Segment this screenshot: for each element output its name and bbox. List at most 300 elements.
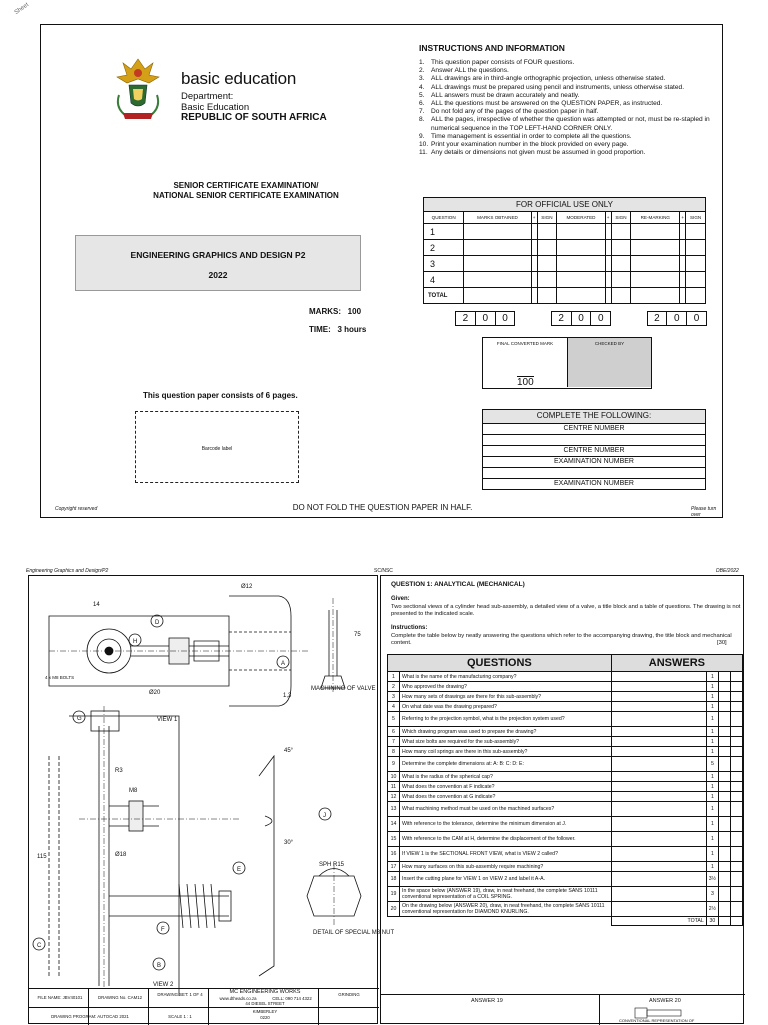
official-row [424, 272, 706, 288]
question-title: QUESTION 1: ANALYTICAL (MECHANICAL) [391, 581, 525, 588]
question-row [388, 747, 743, 757]
label-e: E [237, 867, 242, 873]
mark-cell[interactable] [719, 772, 731, 782]
answer-cell[interactable] [611, 772, 706, 782]
official-question-number: 1 [424, 224, 464, 240]
question-text: How many coil springs are there in this sub-assembly? [400, 747, 612, 757]
question-text: With reference to the tolerance, determine the minimum dimension at J. [400, 817, 612, 832]
official-cell[interactable] [631, 272, 680, 288]
machining-label: MACHINING OF VALVE [311, 686, 376, 692]
question-text: What is the radius of the spherical cap? [400, 772, 612, 782]
question-number: 4 [388, 702, 400, 712]
answer-cell[interactable] [611, 792, 706, 802]
mark-cell[interactable] [719, 727, 731, 737]
instruction-text: Any details or dimensions not given must be assumed in good proportion. [431, 149, 646, 157]
label-f: F [161, 927, 165, 933]
mark-cell[interactable] [731, 757, 743, 772]
question-marks: 5 [706, 757, 718, 772]
mark-cell[interactable] [731, 792, 743, 802]
official-total-label: TOTAL [424, 288, 464, 304]
answer-cell[interactable] [611, 817, 706, 832]
question-number: 2 [388, 682, 400, 692]
official-cell[interactable] [537, 256, 557, 272]
official-cell[interactable] [611, 224, 631, 240]
question-sheet [380, 575, 744, 1024]
complete-row-label: EXAMINATION NUMBER [483, 478, 705, 489]
instruction-text: ALL the questions must be answered on the QUESTION PAPER, as instructed. [431, 100, 663, 108]
question-text: How many surfaces on this sub-assembly require machining? [400, 862, 612, 872]
official-cell[interactable] [537, 224, 557, 240]
page-header-mid: SC/NSC [374, 568, 393, 574]
question-row [388, 702, 743, 712]
please-turn-over: Please turn over [691, 506, 717, 518]
question-text: On the drawing below (ANSWER 20), draw, in neat freehand, the complete SANS 10111 conventional representation for DIAMOND KNURLING. [400, 902, 612, 917]
mark-cell[interactable] [719, 757, 731, 772]
official-row [424, 224, 706, 240]
question-number: 5 [388, 712, 400, 727]
dim-75: 75 [354, 632, 361, 638]
dim-d20: Ø20 [149, 690, 161, 696]
answer-cell[interactable] [611, 682, 706, 692]
question-number: 7 [388, 737, 400, 747]
instruction-text: ALL drawings are in third-angle orthographic projection, unless otherwise stated. [431, 75, 666, 83]
dim-30: 30° [284, 840, 294, 846]
sheet-stamp: Sheet [13, 2, 30, 16]
company-code: 0220 [260, 1015, 270, 1020]
official-cell[interactable] [537, 240, 557, 256]
instruction-number: 2. [419, 67, 425, 75]
exam-year: 2022 [208, 270, 228, 280]
complete-row-label: EXAMINATION NUMBER [483, 456, 705, 467]
number-input-row[interactable] [483, 467, 705, 478]
question-marks: 1 [706, 692, 718, 702]
question-row [388, 727, 743, 737]
company-city: KIMBERLEY [252, 1009, 278, 1014]
question-number: 13 [388, 802, 400, 817]
question-total-marks: [30] [717, 640, 727, 646]
label-a: A [281, 661, 286, 667]
official-cell[interactable] [611, 256, 631, 272]
answer-cell[interactable] [611, 802, 706, 817]
mark-cell[interactable] [719, 712, 731, 727]
answers-header: ANSWERS [611, 655, 742, 672]
question-row [388, 782, 743, 792]
copyright-note: Copyright reserved [55, 506, 98, 512]
official-row [424, 256, 706, 272]
question-row [388, 682, 743, 692]
answer-cell[interactable] [611, 847, 706, 862]
mark-cell[interactable] [719, 902, 731, 917]
instruction-item [419, 149, 711, 157]
questions-header: QUESTIONS [388, 655, 612, 672]
question-row [388, 872, 743, 887]
question-marks: 1 [706, 672, 718, 682]
instruction-number: 6. [419, 100, 425, 108]
instruction-text: ALL drawings must be prepared using pencil and instruments, unless otherwise stated. [431, 83, 685, 91]
mark-cell[interactable] [731, 802, 743, 817]
instruction-item [419, 67, 711, 75]
answer-cell[interactable] [611, 872, 706, 887]
official-header-cell: MARKS OBTAINED [464, 212, 531, 224]
official-header-cell: MODERATED [557, 212, 605, 224]
mark-cell[interactable] [731, 672, 743, 682]
instructions-text: Complete the table below by neatly answering the questions which refer to the accompanying drawing, the title block and mechanical content. [391, 633, 732, 646]
instruction-number: 5. [419, 91, 425, 99]
company-cell: CELL: 090 714 4322 [272, 996, 312, 1001]
dim-14: 14 [93, 602, 100, 608]
answer-cell[interactable] [611, 782, 706, 792]
mark-cell[interactable] [719, 692, 731, 702]
out-of-value: 100 [517, 377, 534, 388]
marks-label: MARKS: 100 [309, 307, 362, 316]
score-digit: 0 [591, 312, 611, 326]
complete-row-label: CENTRE NUMBER [483, 423, 705, 434]
instruction-item [419, 108, 711, 116]
instruction-text: Time management is essential in order to complete all the questions. [431, 132, 632, 140]
official-title: FOR OFFICIAL USE ONLY [424, 198, 706, 212]
instruction-number: 1. [419, 59, 425, 66]
dim-m8: M8 [129, 788, 138, 794]
official-header-cell: SIGN [686, 212, 706, 224]
checked-by-cell [567, 338, 651, 387]
score-digit: 2 [551, 312, 571, 326]
instruction-item [419, 141, 711, 149]
official-cell[interactable] [557, 240, 605, 256]
question-row [388, 692, 743, 702]
answer-cell[interactable] [611, 902, 706, 917]
question-row [388, 847, 743, 862]
mark-cell[interactable] [731, 737, 743, 747]
total-value: 30 [706, 917, 718, 926]
mark-cell[interactable] [719, 792, 731, 802]
mark-cell[interactable] [719, 887, 731, 902]
instruction-item [419, 116, 711, 132]
official-cell[interactable] [464, 288, 531, 304]
drawing-program: DRAWING PROGRAM: AUTOCAD 2021 [51, 1014, 129, 1019]
question-marks: 1 [706, 712, 718, 727]
question-row [388, 802, 743, 817]
question-text: What size bolts are required for the sub-assembly? [400, 737, 612, 747]
official-cell[interactable] [686, 288, 706, 304]
question-number: 18 [388, 872, 400, 887]
question-text: Insert the cutting plane for VIEW 1 on VIEW 2 and label it A-A. [400, 872, 612, 887]
drawing-scale: SCALE 1 : 1 [168, 1014, 192, 1019]
question-marks: 1 [706, 747, 718, 757]
question-number: 14 [388, 817, 400, 832]
instruction-text: Print your examination number in the block provided on every page. [431, 141, 629, 149]
instruction-text: ALL the pages, irrespective of whether the question was attempted or not, must be re-stapled in numerical sequence in the TOP LEFT-HAND CORNER ONLY. [431, 116, 710, 132]
mark-cell[interactable] [719, 832, 731, 847]
official-cell[interactable] [537, 272, 557, 288]
question-text: In the space below (ANSWER 19), draw, in neat freehand, the complete SANS 10111 conventional representation of a COIL SPRING. [400, 887, 612, 902]
question-row [388, 737, 743, 747]
official-cell[interactable] [686, 240, 706, 256]
official-cell[interactable] [611, 288, 631, 304]
view2-label: VIEW 2 [153, 982, 174, 988]
question-text: With reference to the CAM at H, determine the displacement of the follower. [400, 832, 612, 847]
question-marks: 2½ [706, 902, 718, 917]
question-number: 11 [388, 782, 400, 792]
mark-cell[interactable] [719, 872, 731, 887]
official-row [424, 240, 706, 256]
answer-cell[interactable] [611, 727, 706, 737]
question-text: What is the name of the manufacturing company? [400, 672, 612, 682]
total-label: TOTAL [611, 917, 706, 926]
official-total-row [424, 288, 706, 304]
mark-cell[interactable] [731, 727, 743, 737]
answer-cell[interactable] [611, 887, 706, 902]
cover-page [40, 24, 723, 518]
question-marks: 1 [706, 682, 718, 692]
drawing-set: DRAWING SET: 1 OF 4 [157, 992, 203, 997]
score-digit: 2 [456, 312, 476, 326]
number-input-row[interactable] [483, 434, 705, 445]
official-cell[interactable] [631, 256, 680, 272]
question-row [388, 817, 743, 832]
official-cell[interactable] [537, 288, 557, 304]
question-number: 8 [388, 747, 400, 757]
answer-cell[interactable] [611, 702, 706, 712]
official-cell[interactable] [631, 288, 680, 304]
mark-cell[interactable] [731, 902, 743, 917]
instructions-title: INSTRUCTIONS AND INFORMATION [419, 43, 565, 53]
official-cell[interactable] [464, 224, 531, 240]
coat-of-arms-icon [111, 55, 165, 121]
question-marks: 1 [706, 702, 718, 712]
dim-45: 45° [284, 748, 294, 754]
question-text: What does the convention at G indicate? [400, 792, 612, 802]
label-d: D [155, 620, 160, 626]
mark-cell[interactable] [731, 782, 743, 792]
instruction-number: 9. [419, 132, 425, 140]
mark-cell[interactable] [731, 772, 743, 782]
official-cell[interactable] [464, 272, 531, 288]
question-marks: 1 [706, 817, 718, 832]
official-cell[interactable] [686, 256, 706, 272]
question-marks: 1 [706, 772, 718, 782]
official-cell[interactable] [557, 224, 605, 240]
official-cell[interactable] [686, 224, 706, 240]
label-j: J [323, 813, 326, 819]
bolts-label: 4 x M8 BOLTS [45, 675, 75, 680]
final-converted-label: FINAL CONVERTED MARK [496, 341, 554, 346]
official-cell[interactable] [631, 224, 680, 240]
answer-cell[interactable] [611, 672, 706, 682]
answer-cell[interactable] [611, 832, 706, 847]
answer-cell[interactable] [611, 862, 706, 872]
question-marks: 1 [706, 737, 718, 747]
question-text: Who approved the drawing? [400, 682, 612, 692]
question-number: 20 [388, 902, 400, 917]
question-row [388, 887, 743, 902]
question-row [388, 832, 743, 847]
mark-cell[interactable] [731, 702, 743, 712]
instruction-number: 10. [419, 141, 429, 149]
dim-r3: R3 [115, 768, 123, 774]
do-not-fold-note: DO NOT FOLD THE QUESTION PAPER IN HALF. [292, 503, 473, 512]
instruction-text: ALL answers must be drawn accurately and neatly. [431, 91, 580, 99]
instructions-heading: Instructions: [391, 625, 428, 631]
question-row [388, 902, 743, 917]
question-text: Referring to the projection symbol, what is the projection system used? [400, 712, 612, 727]
official-cell[interactable] [557, 272, 605, 288]
mark-cell[interactable] [719, 817, 731, 832]
mark-cell[interactable] [731, 817, 743, 832]
mark-cell[interactable] [731, 887, 743, 902]
question-number: 15 [388, 832, 400, 847]
question-marks: 1 [706, 847, 718, 862]
question-text: How many sets of drawings are there for this sub-assembly? [400, 692, 612, 702]
question-marks: 3½ [706, 872, 718, 887]
question-text: On what date was the drawing prepared? [400, 702, 612, 712]
mark-cell[interactable] [719, 862, 731, 872]
mark-cell[interactable] [719, 672, 731, 682]
dim-d12: Ø12 [241, 584, 253, 590]
detail-label: DETAIL OF SPECIAL M8 NUT [313, 930, 395, 936]
official-question-number: 4 [424, 272, 464, 288]
mark-cell[interactable] [719, 847, 731, 862]
pages-note: This question paper consists of 6 pages. [143, 391, 298, 400]
instruction-item [419, 84, 711, 92]
official-header-cell: + [531, 212, 537, 224]
official-header-cell: SIGN [537, 212, 557, 224]
mark-cell[interactable] [731, 747, 743, 757]
answer-20-label: ANSWER 20 [649, 998, 681, 1004]
instructions-list [419, 59, 711, 157]
official-cell[interactable] [557, 288, 605, 304]
question-marks: 1 [706, 832, 718, 847]
question-number: 12 [388, 792, 400, 802]
given-heading: Given: [391, 596, 410, 602]
question-marks: 1 [706, 782, 718, 792]
mark-cell[interactable] [719, 682, 731, 692]
answer-cell[interactable] [611, 692, 706, 702]
official-cell[interactable] [464, 240, 531, 256]
mark-cell[interactable] [731, 847, 743, 862]
mark-cell[interactable] [719, 782, 731, 792]
question-number: 3 [388, 692, 400, 702]
questions-table [387, 654, 743, 926]
conventional-caption: CONVENTIONAL REPRESENTATION OF [619, 1018, 695, 1023]
instruction-item [419, 75, 711, 83]
official-use-table [423, 197, 706, 304]
dim-115: 115 [37, 854, 47, 860]
score-digit: 2 [647, 312, 667, 326]
label-c: C [37, 943, 42, 949]
question-number: 1 [388, 672, 400, 682]
question-row [388, 757, 743, 772]
score-digit: 0 [475, 312, 495, 326]
answer-19-label: ANSWER 19 [471, 998, 503, 1004]
mark-cell[interactable] [719, 702, 731, 712]
instruction-number: 4. [419, 83, 425, 91]
brand-title: basic education [181, 69, 297, 88]
question-marks: 1 [706, 727, 718, 737]
official-header-cell: SIGN [611, 212, 631, 224]
question-text: Which drawing program was used to prepare the drawing? [400, 727, 612, 737]
score-digit: 0 [687, 312, 707, 326]
dim-1-3: 1,3 [283, 693, 292, 699]
official-cell[interactable] [611, 240, 631, 256]
official-cell[interactable] [557, 256, 605, 272]
department-name: Basic Education [181, 102, 250, 113]
question-marks: 1 [706, 862, 718, 872]
page-header-left: Engineering Graphics and Design/P2 [26, 568, 109, 574]
official-header-cell: + [680, 212, 686, 224]
instruction-text: Do not fold any of the pages of the question paper in half. [431, 108, 599, 116]
mark-cell[interactable] [731, 712, 743, 727]
answer-cell[interactable] [611, 747, 706, 757]
instruction-item [419, 59, 711, 67]
exam-title-2: NATIONAL SENIOR CERTIFICATE EXAMINATION [153, 191, 339, 200]
instruction-text: Answer ALL the questions. [431, 67, 509, 75]
question-text: What does the convention at F indicate? [400, 782, 612, 792]
drawing-number: DRAWING No. CAM12 [97, 995, 142, 1000]
instruction-number: 3. [419, 75, 425, 83]
answer-cell[interactable] [611, 737, 706, 747]
official-cell[interactable] [611, 272, 631, 288]
time-label: TIME: 3 hours [309, 325, 367, 334]
instruction-item [419, 92, 711, 100]
mark-cell[interactable] [731, 692, 743, 702]
question-number: 6 [388, 727, 400, 737]
official-header-cell: + [605, 212, 611, 224]
score-digit: 0 [495, 312, 515, 326]
question-text: What machining method must be used on the machined surfaces? [400, 802, 612, 817]
mark-cell[interactable] [731, 832, 743, 847]
barcode-box [135, 411, 299, 483]
grinding-label: GRINDING [338, 992, 360, 997]
mark-cell[interactable] [719, 737, 731, 747]
official-cell[interactable] [686, 272, 706, 288]
question-number: 19 [388, 887, 400, 902]
given-text: Two sectional views of a cylinder head sub-assembly, a detailed view of a valve, a title block and a table of questions. The drawing is not presented to the indicated scale. [391, 604, 741, 617]
instruction-number: 7. [419, 108, 425, 116]
complete-title: COMPLETE THE FOLLOWING: [483, 410, 705, 423]
score-digit: 0 [667, 312, 687, 326]
exam-title-1: SENIOR CERTIFICATE EXAMINATION/ [173, 181, 319, 190]
question-number: 16 [388, 847, 400, 862]
answer-cell[interactable] [611, 757, 706, 772]
mark-cell[interactable] [731, 872, 743, 887]
mark-cell[interactable] [731, 682, 743, 692]
dim-d18: Ø18 [115, 852, 127, 858]
question-row [388, 712, 743, 727]
label-b: B [157, 963, 162, 969]
official-cell[interactable] [464, 256, 531, 272]
mark-cell[interactable] [719, 802, 731, 817]
question-number: 9 [388, 757, 400, 772]
question-marks: 1 [706, 792, 718, 802]
official-header-cell: QUESTION [424, 212, 464, 224]
sph-label: SPH R15 [319, 862, 345, 868]
score-digit: 0 [571, 312, 591, 326]
question-row [388, 792, 743, 802]
department-label: Department: [181, 91, 234, 102]
question-row [388, 672, 743, 682]
mark-cell[interactable] [719, 747, 731, 757]
company-address: 44 DIESEL STREET [245, 1001, 285, 1006]
question-marks: 1 [706, 802, 718, 817]
question-text: If VIEW 1 is the SECTIONAL FRONT VIEW, what is VIEW 2 called? [400, 847, 612, 862]
mark-cell[interactable] [731, 862, 743, 872]
official-cell[interactable] [631, 240, 680, 256]
final-mark-box [482, 337, 652, 389]
score-row [455, 311, 707, 326]
answer-cell[interactable] [611, 712, 706, 727]
label-g: G [77, 716, 82, 722]
file-name: FILE NAME: JBV40101 [37, 995, 83, 1000]
